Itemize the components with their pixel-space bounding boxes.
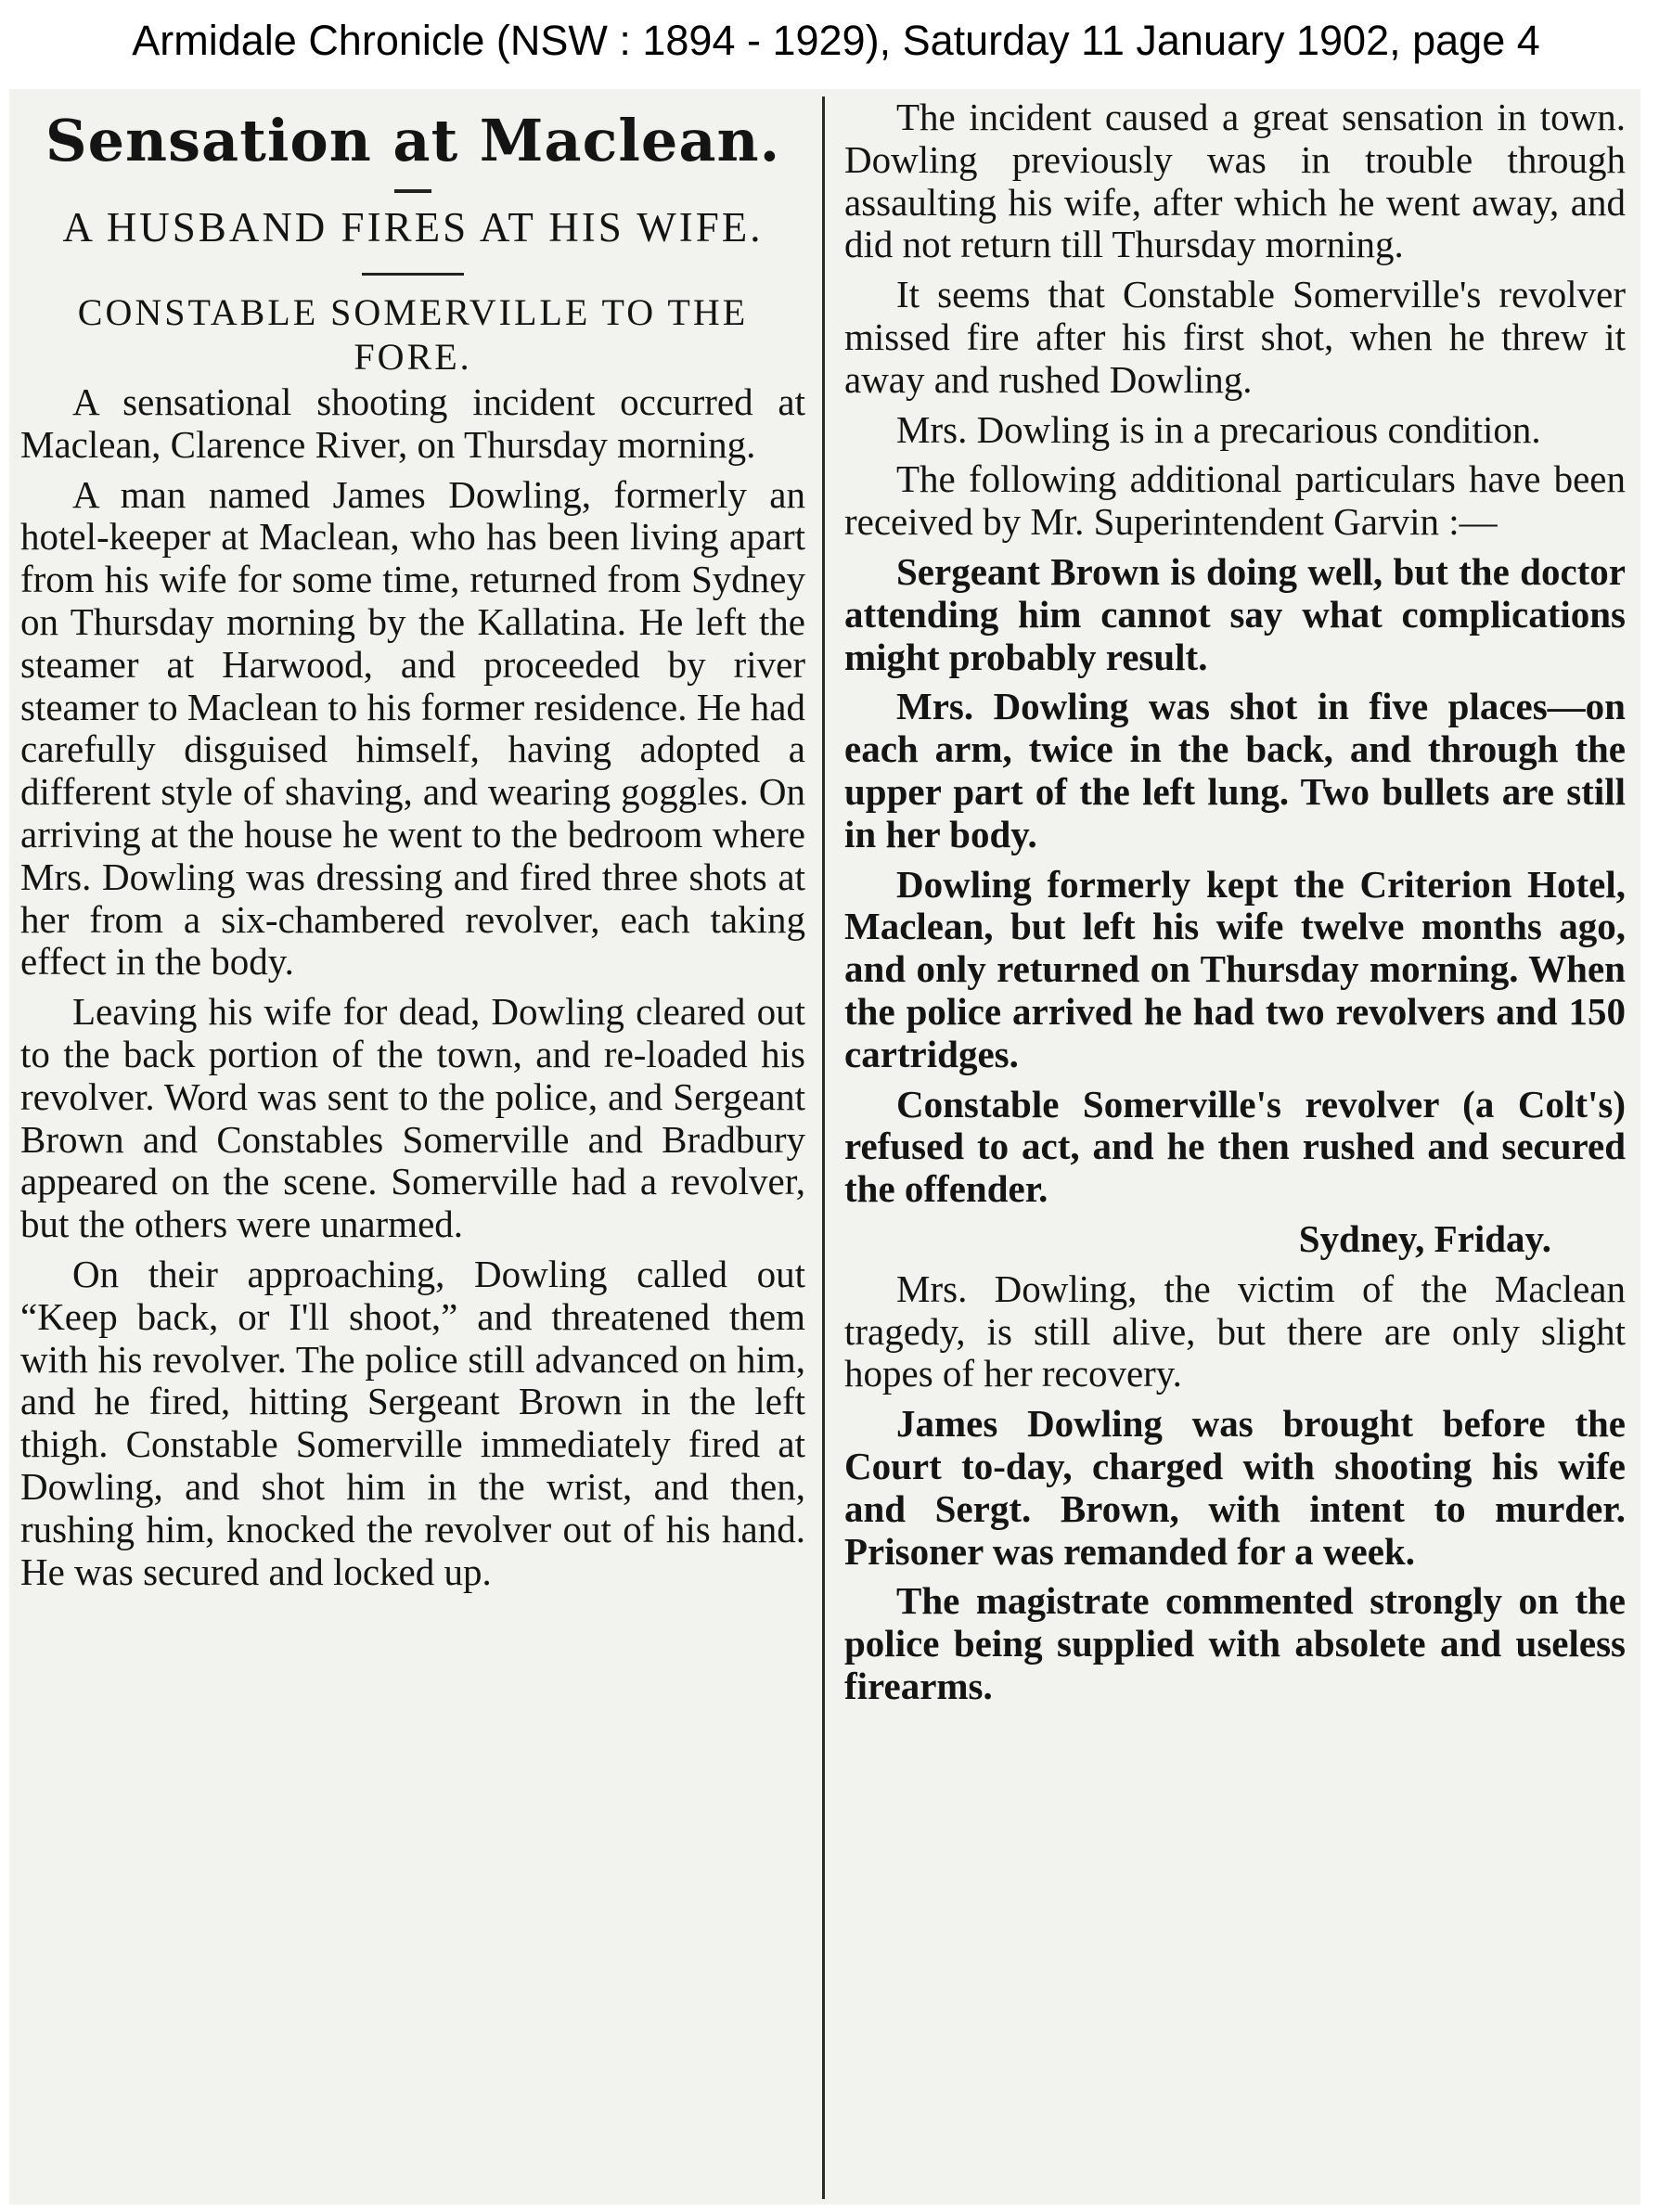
column-divider: [822, 96, 825, 2199]
paragraph: Mrs. Dowling is in a precarious condition.: [896, 407, 1541, 451]
left-column: [20, 102, 805, 1601]
newspaper-clipping: [9, 89, 1640, 2205]
subheading-constable: CONSTABLE SOMERVILLE TO THE FORE.: [77, 291, 749, 378]
paragraph: Sergeant Brown is doing well, but the doctor attending him cannot say what complications might probably result.: [844, 549, 1626, 678]
paragraph: Leaving his wife for dead, Dowling cleared out to the back portion of the town, and re-loaded his revolver. Word was sent to the police, and Sergeant Brown and Constables Somerville and Bradbury appeared on the scene. Somerville had a revolver, but the others were unarmed.: [20, 990, 805, 1246]
paragraph: Dowling formerly kept the Criterion Hotel, Maclean, but left his wife twelve months ago, and only returned on Thursday morning. When the police arrived he had two revolvers and 150 cartridges.: [844, 862, 1626, 1075]
subheading-husband-fires: A HUSBAND FIRES AT HIS WIFE.: [62, 204, 764, 251]
paragraph: It seems that Constable Somerville's revolver missed fire after his first shot, when he threw it away and rushed Dowling.: [844, 273, 1626, 401]
paragraph: James Dowling was brought before the Court to-day, charged with shooting his wife and Sergt. Brown, with intent to murder. Prisoner was remanded for a week.: [844, 1402, 1626, 1573]
dateline: Sydney, Friday.: [1298, 1216, 1551, 1260]
paragraph: The incident caused a great sensation in town. Dowling previously was in trouble through assaulting his wife, after which he went away, and did not return till Thursday morning.: [844, 96, 1626, 266]
paragraph: The magistrate commented strongly on the police being supplied with absolete and useless firearms.: [844, 1579, 1626, 1707]
paragraph: The following additional particulars have been received by Mr. Superintendent Garvin :—: [844, 457, 1626, 544]
headline-dash: [394, 189, 431, 193]
page-caption: Armidale Chronicle (NSW : 1894 - 1929), Saturday 11 January 1902, page 4: [132, 17, 1540, 64]
paragraph: On their approaching, Dowling called out “Keep back, or I'll shoot,” and threatened them with his revolver. The police still advanced on him, and he fired, hitting Sergeant Brown in the left thigh. Constable Somerville immediately fired at Dowling, and shot him in the wrist, and then, rushing him, knocked the revolver out of his hand. He was secured and locked up.: [20, 1252, 805, 1593]
paragraph: Mrs. Dowling, the victim of the Maclean tragedy, is still alive, but there are only slight hopes of her recovery.: [844, 1267, 1626, 1395]
section-rule: [362, 273, 464, 276]
paragraph: Mrs. Dowling was shot in five places—on each arm, twice in the back, and through the upper part of the left lung. Two bullets are still in her body.: [844, 685, 1626, 855]
paragraph: A sensational shooting incident occurred at Maclean, Clarence River, on Thursday morning.: [20, 380, 805, 466]
paragraph: A man named James Dowling, formerly an hotel-keeper at Maclean, who has been living apart from his wife for some time, returned from Sydney on Thursday morning by the Kallatina. He left the steamer at Harwood, and proceeded by river steamer to Maclean to his former residence. He had carefully disguised himself, having adopted a different style of shaving, and wearing goggles. On arriving at the house he went to the bedroom where Mrs. Dowling was dressing and fired three shots at her from a six-chambered revolver, each taking effect in the body.: [20, 472, 805, 984]
paragraph: Constable Somerville's revolver (a Colt's) refused to act, and he then rushed and secured the offender.: [844, 1082, 1626, 1211]
headline: Sensation at Maclean.: [45, 107, 781, 174]
right-column: [844, 96, 1626, 1716]
